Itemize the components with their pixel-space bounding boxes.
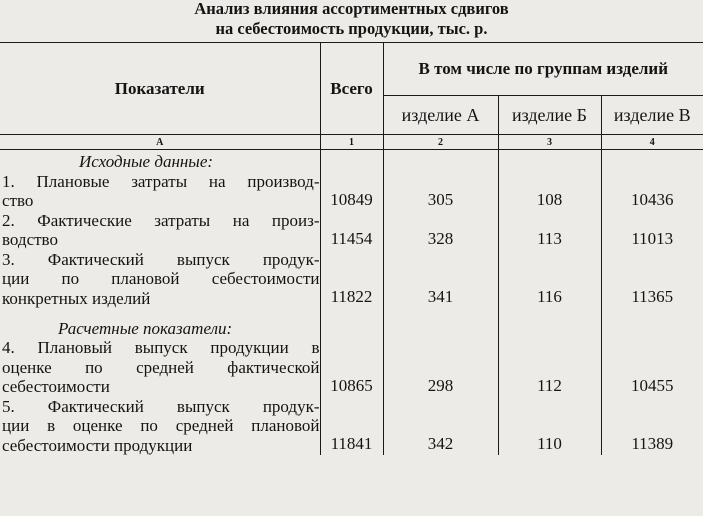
cell-product-a: 341 [383,250,498,309]
cell-product-a: 342 [383,397,498,456]
section-title-calculated: Расчетные показатели: [0,308,320,338]
row-label [0,397,320,456]
section-header-row [0,308,703,338]
row-label [0,338,320,397]
row-label-line: конкретных изделий [2,288,151,308]
cell-product-c: 10436 [601,172,703,211]
row-label-line: 4. Плановый выпуск продукции в [2,338,320,357]
header-indicators: Показатели [0,43,320,135]
row-label-line: 3. Фактический выпуск продук- [2,249,320,269]
row-label-line: себестоимости [2,377,110,396]
row-label [0,250,320,309]
header-product-b: изделие Б [498,96,601,135]
cell-product-a: 298 [383,338,498,397]
title-line-1: Анализ влияния ассортиментных сдвигов [194,0,509,18]
row-label-line: 2. Фактические затраты на произ- [2,210,320,230]
cell-total: 10865 [320,338,383,397]
cell-total: 10849 [320,172,383,211]
header-total: Всего [320,43,383,135]
cell-product-c: 11365 [601,250,703,309]
row-label-line: 1. Плановые затраты на производ- [2,171,320,191]
cell-product-b: 112 [498,338,601,397]
cell-total: 11841 [320,397,383,456]
cell-product-a: 305 [383,172,498,211]
column-number: 3 [498,135,601,150]
table-row [0,397,703,456]
row-label [0,172,320,211]
cell-product-c: 11013 [601,211,703,250]
table-row [0,338,703,397]
table-row [0,172,703,211]
column-number: 2 [383,135,498,150]
row-label-line: ции по плановой себестоимости [2,269,320,288]
header-product-a: изделие А [383,96,498,135]
cell-product-a: 328 [383,211,498,250]
cell-product-b: 108 [498,172,601,211]
cost-analysis-table [0,42,703,455]
cell-product-b: 110 [498,397,601,456]
row-label-line: водство [2,230,58,249]
column-number: 4 [601,135,703,150]
column-number: 1 [320,135,383,150]
cell-total: 11454 [320,211,383,250]
row-label [0,211,320,250]
cell-product-c: 10455 [601,338,703,397]
header-product-c: изделие В [601,96,703,135]
column-number-row [0,135,703,150]
row-label-line: себестоимости продукции [2,435,193,455]
table-row [0,211,703,250]
column-number: А [0,135,320,150]
table-row [0,250,703,309]
cell-product-c: 11389 [601,397,703,456]
title-line-2: на себестоимость продукции, тыс. р. [215,19,488,38]
cell-product-b: 113 [498,211,601,250]
table-body [0,150,703,456]
section-header-row [0,150,703,172]
cell-product-b: 116 [498,250,601,309]
section-title-initial: Исходные данные: [0,150,320,172]
row-label-line: оценке по средней фактической [2,357,320,377]
row-label-line: ство [2,191,34,210]
row-label-line: ции в оценке по средней плановой [2,416,320,435]
row-label-line: 5. Фактический выпуск продук- [2,396,320,416]
cell-total: 11822 [320,250,383,309]
header-product-groups: В том числе по группам изделий [383,43,703,96]
